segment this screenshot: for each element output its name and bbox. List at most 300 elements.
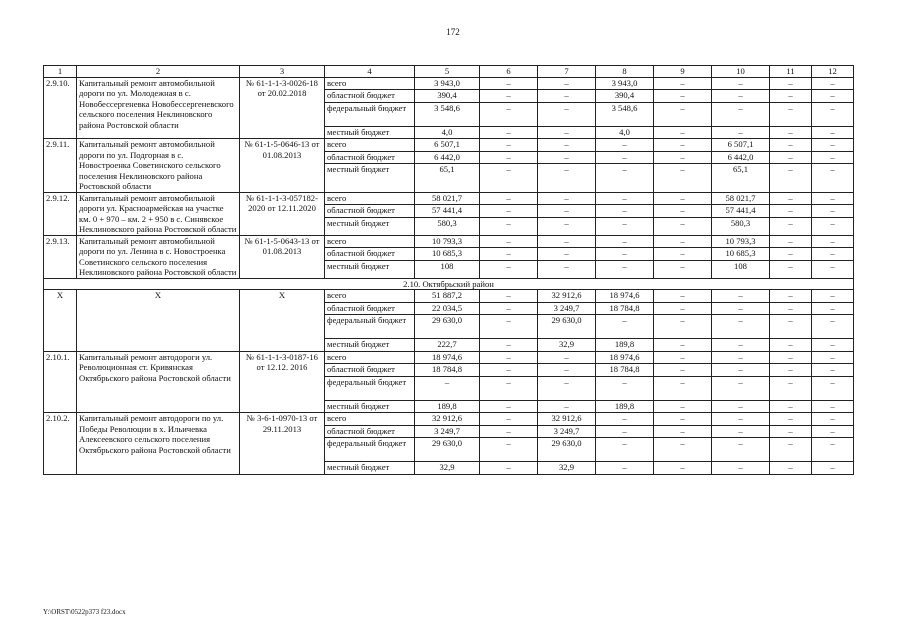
amount-value: – <box>712 352 769 365</box>
amount-value: – <box>788 462 793 472</box>
value-cell <box>538 413 596 475</box>
budget-table <box>43 65 854 475</box>
amount-value: – <box>830 462 835 472</box>
amount-value: – <box>654 205 711 218</box>
value-cell <box>538 192 596 235</box>
amount-value: 58 021,7 <box>415 193 479 206</box>
amount-value: – <box>830 217 835 228</box>
amount-value: – <box>812 377 853 401</box>
amount-value: – <box>788 339 793 349</box>
amount-value: – <box>812 193 853 206</box>
amount-value: – <box>812 236 853 249</box>
value-cell <box>596 351 654 413</box>
amount-value: – <box>830 126 835 137</box>
value-cell <box>415 413 480 475</box>
value-cell <box>480 290 538 352</box>
amount-value: – <box>654 377 711 401</box>
amount-value: – <box>812 315 853 339</box>
value-cell <box>712 235 770 278</box>
amount-value: – <box>480 205 537 218</box>
column-header: 8 <box>596 66 654 78</box>
document-number: № 61-1-1-3-0187-16 от 12.12. 2016 <box>240 351 325 413</box>
amount-value: – <box>654 438 711 462</box>
header-row <box>44 66 854 78</box>
value-cell <box>770 413 812 475</box>
column-header: 9 <box>654 66 712 78</box>
value-cell <box>812 235 854 278</box>
funding-source: всего <box>325 413 414 426</box>
amount-value: 18 784,8 <box>415 364 479 377</box>
amount-value: – <box>596 426 653 439</box>
amount-value: 29 630,0 <box>415 315 479 339</box>
amount-value: 6 507,1 <box>712 139 769 152</box>
object-name: Капитальный ремонт автодороги по ул. Победы Революции в х. Ильичевка Алексеевского сельского поселения Октябрьского района Ростовской области <box>77 413 240 475</box>
amount-value: – <box>564 164 569 174</box>
amount-value: 4,0 <box>441 126 453 137</box>
amount-value: – <box>596 377 653 401</box>
amount-value: – <box>770 352 811 365</box>
value-cell <box>538 235 596 278</box>
amount-value: 3 548,6 <box>415 103 479 127</box>
amount-value: – <box>480 426 537 439</box>
amount-value: – <box>788 217 793 228</box>
amount-value: – <box>480 236 537 249</box>
column-header: 11 <box>770 66 812 78</box>
amount-value: – <box>564 260 569 271</box>
amount-value: – <box>480 78 537 91</box>
amount-value: – <box>622 260 627 271</box>
amount-value: 189,8 <box>437 400 457 411</box>
amount-value: – <box>564 217 569 228</box>
amount-value: – <box>770 139 811 152</box>
amount-value: 390,4 <box>415 90 479 103</box>
amount-value: 6 442,0 <box>415 152 479 165</box>
amount-value: – <box>480 103 537 127</box>
value-cell <box>415 139 480 193</box>
funding-source: всего <box>325 290 414 303</box>
value-cell <box>480 139 538 193</box>
amount-value: – <box>480 438 537 462</box>
amount-value: 18 974,6 <box>415 352 479 365</box>
amount-value: 51 887,2 <box>415 290 479 303</box>
amount-value: – <box>538 78 595 91</box>
amount-value: 10 685,3 <box>712 248 769 261</box>
amount-value: 189,8 <box>614 339 635 349</box>
item-number: Х <box>44 290 77 352</box>
funding-source-cell <box>325 235 415 278</box>
amount-value: – <box>506 126 511 137</box>
value-cell <box>812 413 854 475</box>
amount-value: – <box>654 193 711 206</box>
amount-value: – <box>506 217 511 228</box>
amount-value: – <box>480 248 537 261</box>
funding-source-cell <box>325 413 415 475</box>
amount-value: – <box>538 205 595 218</box>
amount-value: – <box>654 290 711 303</box>
value-cell <box>480 77 538 139</box>
funding-source: местный бюджет <box>327 400 390 411</box>
amount-value: – <box>812 78 853 91</box>
amount-value: 6 442,0 <box>712 152 769 165</box>
amount-value: – <box>712 303 769 316</box>
funding-source: федеральный бюджет <box>325 103 414 127</box>
funding-source: областной бюджет <box>325 426 414 439</box>
amount-value: – <box>538 364 595 377</box>
funding-source: местный бюджет <box>327 339 390 349</box>
amount-value: – <box>712 78 769 91</box>
amount-value: 580,3 <box>730 217 751 228</box>
object-name: Х <box>77 290 240 352</box>
value-cell <box>770 192 812 235</box>
value-cell <box>712 192 770 235</box>
value-cell <box>712 351 770 413</box>
funding-source: всего <box>325 236 414 249</box>
section-title: 2.10. Октябрьский район <box>44 278 854 290</box>
value-cell <box>654 192 712 235</box>
amount-value: – <box>770 205 811 218</box>
funding-source: местный бюджет <box>327 260 390 271</box>
amount-value: – <box>812 364 853 377</box>
value-cell <box>596 413 654 475</box>
amount-value: – <box>812 303 853 316</box>
amount-value: – <box>654 139 711 152</box>
value-cell <box>770 290 812 352</box>
funding-source-cell <box>325 290 415 352</box>
column-header: 1 <box>44 66 77 78</box>
amount-value: – <box>770 413 811 426</box>
value-cell <box>538 139 596 193</box>
amount-value: – <box>830 400 835 411</box>
object-name: Капитальный ремонт автомобильной дороги по ул. Подгорная в с. Новостроенка Советинского сельского поселения Неклиновского района Ростовской области <box>77 139 240 193</box>
amount-value: – <box>654 103 711 127</box>
document-number: № 61-1-5-0646-13 от 01.08.2013 <box>240 139 325 193</box>
value-cell <box>415 290 480 352</box>
funding-source: областной бюджет <box>325 152 414 165</box>
amount-value: – <box>712 290 769 303</box>
amount-value: – <box>770 290 811 303</box>
amount-value: – <box>622 217 627 228</box>
funding-source-cell <box>325 77 415 139</box>
amount-value: – <box>480 139 537 152</box>
amount-value: – <box>712 438 769 462</box>
amount-value: – <box>480 315 537 339</box>
funding-source: всего <box>325 352 414 365</box>
amount-value: – <box>596 205 653 218</box>
amount-value: – <box>538 90 595 103</box>
amount-value: – <box>788 260 793 271</box>
funding-source-cell <box>325 139 415 193</box>
amount-value: – <box>654 315 711 339</box>
amount-value: – <box>480 413 537 426</box>
item-number: 2.9.13. <box>44 235 77 278</box>
funding-source: местный бюджет <box>327 462 390 472</box>
table-row <box>44 235 854 278</box>
value-cell <box>596 290 654 352</box>
amount-value: 222,7 <box>437 339 457 349</box>
amount-value: – <box>654 364 711 377</box>
value-cell <box>415 77 480 139</box>
amount-value: – <box>770 303 811 316</box>
value-cell <box>712 77 770 139</box>
item-number: 2.9.12. <box>44 192 77 235</box>
amount-value: – <box>770 193 811 206</box>
amount-value: – <box>654 152 711 165</box>
amount-value: – <box>480 364 537 377</box>
amount-value: – <box>596 193 653 206</box>
amount-value: – <box>596 152 653 165</box>
document-number: № 61-1-1-3-0026-18 от 20.02.2018 <box>240 77 325 139</box>
amount-value: – <box>506 462 511 472</box>
column-header: 7 <box>538 66 596 78</box>
section-row <box>44 278 854 290</box>
funding-source: федеральный бюджет <box>325 438 414 462</box>
amount-value: – <box>622 164 627 174</box>
amount-value: – <box>622 462 627 472</box>
value-cell <box>770 351 812 413</box>
amount-value: – <box>770 78 811 91</box>
value-cell <box>480 351 538 413</box>
amount-value: – <box>654 426 711 439</box>
amount-value: – <box>654 236 711 249</box>
value-cell <box>538 351 596 413</box>
amount-value: – <box>480 90 537 103</box>
funding-source: всего <box>325 78 414 91</box>
amount-value: 29 630,0 <box>538 438 595 462</box>
amount-value: 10 685,3 <box>415 248 479 261</box>
amount-value: – <box>812 352 853 365</box>
amount-value: – <box>564 400 569 411</box>
amount-value: – <box>680 260 685 271</box>
funding-source: федеральный бюджет <box>325 315 414 339</box>
item-number: 2.10.1. <box>44 351 77 413</box>
amount-value: – <box>738 462 743 472</box>
amount-value: – <box>680 164 685 174</box>
amount-value: – <box>480 352 537 365</box>
funding-source: областной бюджет <box>325 90 414 103</box>
amount-value: – <box>480 303 537 316</box>
amount-value: – <box>596 315 653 339</box>
amount-value: – <box>596 236 653 249</box>
amount-value: – <box>712 315 769 339</box>
item-number: 2.10.2. <box>44 413 77 475</box>
amount-value: 108 <box>440 260 454 271</box>
value-cell <box>770 77 812 139</box>
amount-value: – <box>770 377 811 401</box>
amount-value: 32,9 <box>439 462 455 472</box>
value-cell <box>654 235 712 278</box>
funding-source: местный бюджет <box>327 164 390 174</box>
document-number: № 61-1-5-0643-13 от 01.08.2013 <box>240 235 325 278</box>
amount-value: – <box>788 164 793 174</box>
funding-source: местный бюджет <box>327 126 390 137</box>
value-cell <box>654 290 712 352</box>
amount-value: – <box>738 126 743 137</box>
amount-value: 3 943,0 <box>415 78 479 91</box>
amount-value: – <box>812 248 853 261</box>
amount-value: 65,1 <box>732 164 749 174</box>
column-header: 12 <box>812 66 854 78</box>
funding-source: областной бюджет <box>325 364 414 377</box>
amount-value: – <box>596 438 653 462</box>
amount-value: – <box>564 126 569 137</box>
value-cell <box>654 77 712 139</box>
budget-table-wrap <box>43 65 853 475</box>
amount-value: – <box>712 377 769 401</box>
value-cell <box>480 235 538 278</box>
document-number: Х <box>240 290 325 352</box>
amount-value: 22 034,5 <box>415 303 479 316</box>
object-name: Капитальный ремонт автомобильной дороги ул. Красноармейская на участке км. 0 + 970 – км. 2 + 950 в с. Синявское Неклиновского района Ростовской области <box>77 192 240 235</box>
amount-value: 58 021,7 <box>712 193 769 206</box>
amount-value: 29 630,0 <box>415 438 479 462</box>
funding-source: областной бюджет <box>325 248 414 261</box>
amount-value: – <box>654 303 711 316</box>
value-cell <box>415 351 480 413</box>
value-cell <box>654 139 712 193</box>
value-cell <box>770 235 812 278</box>
amount-value: – <box>680 462 685 472</box>
amount-value: – <box>480 193 537 206</box>
amount-value: – <box>770 236 811 249</box>
value-cell <box>480 192 538 235</box>
funding-source: всего <box>325 139 414 152</box>
amount-value: 32,9 <box>558 339 575 349</box>
funding-source-cell <box>325 351 415 413</box>
amount-value: – <box>680 126 685 137</box>
amount-value: – <box>538 103 595 127</box>
item-number: 2.9.11. <box>44 139 77 193</box>
amount-value: – <box>830 339 835 349</box>
amount-value: 10 793,3 <box>415 236 479 249</box>
value-cell <box>770 139 812 193</box>
amount-value: 3 249,7 <box>538 303 595 316</box>
table-row <box>44 413 854 475</box>
amount-value: – <box>770 315 811 339</box>
amount-value: 3 943,0 <box>596 78 653 91</box>
document-number: № 61-1-1-3-057182-2020 от 12.11.2020 <box>240 192 325 235</box>
amount-value: – <box>596 413 653 426</box>
column-header: 2 <box>77 66 240 78</box>
amount-value: – <box>770 426 811 439</box>
amount-value: – <box>770 364 811 377</box>
amount-value: 189,8 <box>614 400 635 411</box>
amount-value: – <box>712 103 769 127</box>
amount-value: – <box>770 248 811 261</box>
amount-value: 65,1 <box>439 164 455 174</box>
page-number: 172 <box>446 27 460 37</box>
amount-value: – <box>538 352 595 365</box>
object-name: Капитальный ремонт автомобильной дороги по ул. Ленина в с. Новостроенка Советинского сельского поселения Неклиновского района Ростовской области <box>77 235 240 278</box>
amount-value: 3 548,6 <box>596 103 653 127</box>
table-row <box>44 351 854 413</box>
table-row <box>44 290 854 352</box>
amount-value: – <box>712 90 769 103</box>
funding-source: областной бюджет <box>325 303 414 316</box>
value-cell <box>812 192 854 235</box>
amount-value: – <box>830 260 835 271</box>
amount-value: – <box>654 78 711 91</box>
value-cell <box>654 351 712 413</box>
column-header: 3 <box>240 66 325 78</box>
object-name: Капитальный ремонт автодороги ул. Революционная ст. Кривянская Октябрьского района Ростовской области <box>77 351 240 413</box>
amount-value: 6 507,1 <box>415 139 479 152</box>
amount-value: – <box>506 164 511 174</box>
amount-value: – <box>538 152 595 165</box>
value-cell <box>596 192 654 235</box>
amount-value: – <box>654 352 711 365</box>
amount-value: – <box>812 103 853 127</box>
amount-value: – <box>770 438 811 462</box>
amount-value: – <box>596 248 653 261</box>
funding-source-cell <box>325 192 415 235</box>
value-cell <box>596 139 654 193</box>
amount-value: – <box>654 413 711 426</box>
table-row <box>44 139 854 193</box>
value-cell <box>812 290 854 352</box>
amount-value: – <box>654 248 711 261</box>
amount-value: – <box>738 400 743 411</box>
amount-value: – <box>812 139 853 152</box>
value-cell <box>480 413 538 475</box>
amount-value: 10 793,3 <box>712 236 769 249</box>
value-cell <box>596 77 654 139</box>
value-cell <box>596 235 654 278</box>
column-header: 10 <box>712 66 770 78</box>
amount-value: – <box>812 438 853 462</box>
amount-value: 3 249,7 <box>415 426 479 439</box>
amount-value: – <box>812 205 853 218</box>
value-cell <box>712 413 770 475</box>
table-row <box>44 77 854 139</box>
amount-value: – <box>712 426 769 439</box>
amount-value: 57 441,4 <box>415 205 479 218</box>
amount-value: – <box>812 426 853 439</box>
amount-value: 57 441,4 <box>712 205 769 218</box>
funding-source: всего <box>325 193 414 206</box>
amount-value: – <box>506 339 511 349</box>
amount-value: – <box>654 90 711 103</box>
amount-value: – <box>812 90 853 103</box>
amount-value: – <box>506 260 511 271</box>
amount-value: – <box>712 364 769 377</box>
value-cell <box>712 290 770 352</box>
amount-value: 18 784,8 <box>596 303 653 316</box>
amount-value: – <box>812 413 853 426</box>
amount-value: – <box>680 217 685 228</box>
column-header: 6 <box>480 66 538 78</box>
funding-source: областной бюджет <box>325 205 414 218</box>
amount-value: – <box>538 248 595 261</box>
object-name: Капитальный ремонт автомобильной дороги по ул. Молодежная в с. Новобессергеневка Новобессергеневского сельского поселения Неклиновского района Ростовской области <box>77 77 240 139</box>
value-cell <box>654 413 712 475</box>
amount-value: 32,9 <box>558 462 575 472</box>
funding-source: местный бюджет <box>327 217 390 228</box>
amount-value: – <box>538 193 595 206</box>
value-cell <box>538 290 596 352</box>
amount-value: 18 784,8 <box>596 364 653 377</box>
amount-value: – <box>480 152 537 165</box>
value-cell <box>415 235 480 278</box>
amount-value: 29 630,0 <box>538 315 595 339</box>
column-header: 4 <box>325 66 415 78</box>
amount-value: 32 912,6 <box>538 290 595 303</box>
amount-value: 32 912,6 <box>538 413 595 426</box>
amount-value: – <box>480 377 537 401</box>
amount-value: – <box>538 377 595 401</box>
amount-value: – <box>738 339 743 349</box>
amount-value: – <box>788 126 793 137</box>
value-cell <box>812 139 854 193</box>
